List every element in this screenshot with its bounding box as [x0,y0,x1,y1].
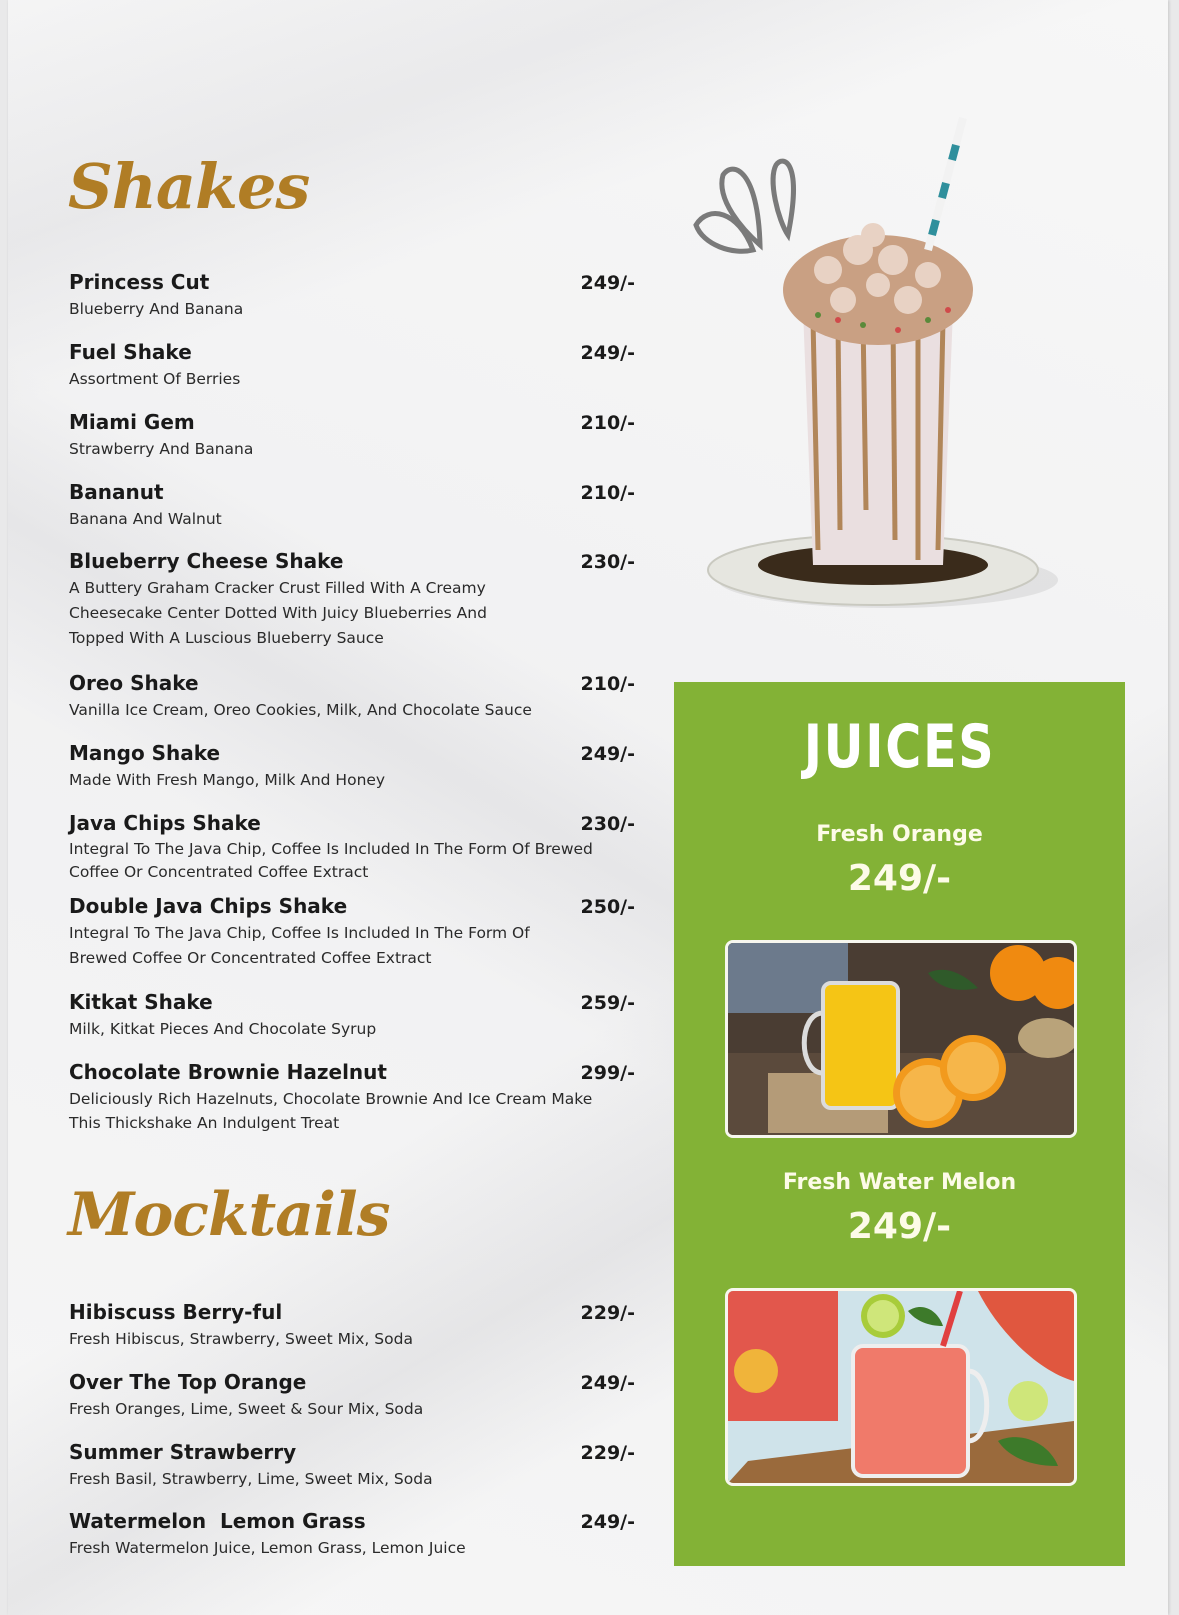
item-price: 249/- [580,272,635,294]
watermelon-juice-photo [725,1288,1077,1486]
item-price: 249/- [580,743,635,765]
menu-item [69,1370,635,1422]
item-price: 259/- [580,992,635,1014]
item-price: 229/- [580,1302,635,1324]
item-description: Vanilla Ice Cream, Oreo Cookies, Milk, And Chocolate Sauce [69,701,532,719]
item-description: Integral To The Java Chip, Coffee Is Included In The Form Of Brewed Coffee Or Concentrated Coffee Extract [69,924,530,967]
menu-item [69,549,635,651]
item-name: Blueberry Cheese Shake [69,549,344,573]
item-description: Deliciously Rich Hazelnuts, Chocolate Brownie And Ice Cream Make This Thickshake An Indulgent Treat [69,1090,593,1132]
milkshake-photo [688,110,1088,640]
item-price: 210/- [580,673,635,695]
menu-item [69,270,635,322]
item-price: 210/- [580,482,635,504]
mocktails-title: Mocktails [68,1180,390,1250]
menu-item [69,894,635,971]
item-name: Miami Gem [69,410,195,434]
menu-item [69,410,635,462]
menu-item [69,741,635,793]
item-name: Double Java Chips Shake [69,894,348,918]
menu-item [69,1300,635,1352]
juices-title: JUICES [803,712,996,782]
item-description: Strawberry And Banana [69,440,254,458]
item-name: Fuel Shake [69,340,192,364]
menu-item [69,1440,635,1492]
item-name: Bananut [69,480,164,504]
item-price: 249/- [580,1372,635,1394]
item-name: Mango Shake [69,741,221,765]
item-name: Kitkat Shake [69,990,213,1014]
menu-item [69,480,635,532]
juice-price: 249/- [847,858,952,899]
menu-page [8,0,1168,1615]
item-name: Watermelon Lemon Grass [69,1509,366,1533]
item-description: Assortment Of Berries [69,370,241,388]
menu-item [69,1509,635,1561]
item-description: Fresh Oranges, Lime, Sweet & Sour Mix, Soda [69,1400,424,1418]
item-price: 229/- [580,1442,635,1464]
juice-name: Fresh Water Melon [782,1170,1017,1195]
item-description: Blueberry And Banana [69,300,244,318]
item-description: Fresh Watermelon Juice, Lemon Grass, Lemon Juice [69,1539,466,1557]
item-price: 230/- [580,813,635,835]
item-name: Chocolate Brownie Hazelnut [69,1060,387,1084]
item-description: Fresh Basil, Strawberry, Lime, Sweet Mix, Soda [69,1470,433,1488]
juices-panel [674,682,1125,1566]
menu-item [69,1060,635,1135]
item-price: 249/- [580,342,635,364]
item-description: A Buttery Graham Cracker Crust Filled With A Creamy Cheesecake Center Dotted With Juicy Blueberries And Topped With A Luscious Blueberry Sauce [69,579,487,647]
item-description: Made With Fresh Mango, Milk And Honey [69,771,386,789]
item-name: Hibiscuss Berry-ful [69,1300,283,1324]
juice-name: Fresh Orange [816,822,983,847]
item-price: 250/- [580,896,635,918]
item-description: Banana And Walnut [69,510,222,528]
item-name: Princess Cut [69,270,210,294]
item-name: Java Chips Shake [69,811,261,835]
menu-item [69,811,635,884]
item-description: Milk, Kitkat Pieces And Chocolate Syrup [69,1020,377,1038]
item-description: Fresh Hibiscus, Strawberry, Sweet Mix, Soda [69,1330,413,1348]
item-name: Summer Strawberry [69,1440,297,1464]
item-name: Over The Top Orange [69,1370,307,1394]
item-name: Oreo Shake [69,671,199,695]
shakes-title: Shakes [68,150,310,223]
item-price: 210/- [580,412,635,434]
menu-item [69,990,635,1042]
orange-juice-photo [725,940,1077,1138]
item-price: 299/- [580,1062,635,1084]
item-price: 230/- [580,551,635,573]
item-price: 249/- [580,1511,635,1533]
item-description: Integral To The Java Chip, Coffee Is Included In The Form Of Brewed Coffee Or Concentrated Coffee Extract [69,840,593,881]
juice-price: 249/- [847,1206,952,1247]
splash-drops-icon [688,110,1088,640]
menu-item [69,671,635,723]
menu-item [69,340,635,392]
